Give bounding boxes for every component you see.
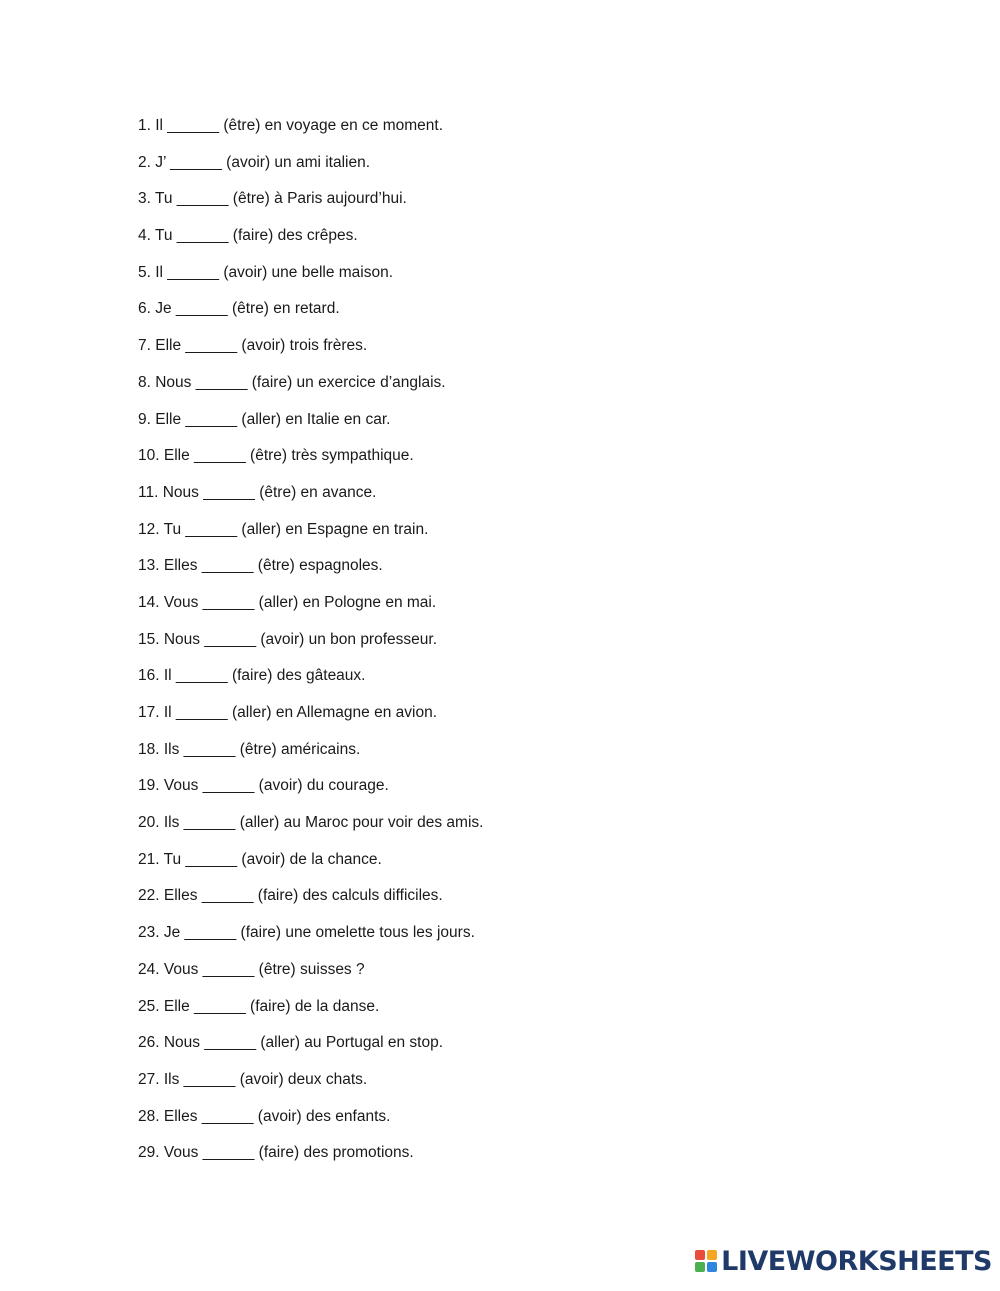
exercise-item-13: 13. Elles ______ (être) espagnoles.: [138, 557, 383, 575]
exercise-item-21: 21. Tu ______ (avoir) de la chance.: [138, 850, 382, 868]
exercise-item-15: 15. Nous ______ (avoir) un bon professeur.: [138, 630, 437, 648]
logo-text: LIVEWORKSHEETS: [721, 1245, 992, 1277]
exercise-item-20: 20. Ils ______ (aller) au Maroc pour voir des amis.: [138, 814, 484, 832]
exercise-item-29: 29. Vous ______ (faire) des promotions.: [138, 1144, 414, 1162]
exercise-item-3: 3. Tu ______ (être) à Paris aujourd’hui.: [138, 190, 407, 208]
logo-mark-square-3: [695, 1262, 705, 1272]
exercise-item-24: 24. Vous ______ (être) suisses ?: [138, 960, 365, 978]
exercise-item-25: 25. Elle ______ (faire) de la danse.: [138, 997, 380, 1015]
exercise-item-19: 19. Vous ______ (avoir) du courage.: [138, 777, 389, 795]
logo-mark-square-4: [707, 1262, 717, 1272]
exercise-item-9: 9. Elle ______ (aller) en Italie en car.: [138, 410, 391, 428]
exercise-item-14: 14. Vous ______ (aller) en Pologne en mai.: [138, 593, 437, 611]
exercise-item-23: 23. Je ______ (faire) une omelette tous les jours.: [138, 924, 475, 942]
logo-mark-square-1: [695, 1250, 705, 1260]
exercise-item-7: 7. Elle ______ (avoir) trois frères.: [138, 337, 368, 355]
exercise-item-17: 17. Il ______ (aller) en Allemagne en avion.: [138, 704, 438, 721]
exercise-item-6: 6. Je ______ (être) en retard.: [138, 300, 340, 318]
exercise-item-18: 18. Ils ______ (être) américains.: [138, 740, 361, 758]
exercise-item-8: 8. Nous ______ (faire) un exercice d’anglais.: [138, 373, 446, 391]
logo-mark-icon: [695, 1250, 717, 1272]
exercise-item-22: 22. Elles ______ (faire) des calculs difficiles.: [138, 887, 443, 905]
exercise-item-2: 2. J’ ______ (avoir) un ami italien.: [138, 153, 371, 171]
exercise-item-26: 26. Nous ______ (aller) au Portugal en stop.: [138, 1034, 444, 1052]
exercise-list: [138, 116, 483, 1180]
exercise-item-11: 11. Nous ______ (être) en avance.: [138, 483, 377, 501]
exercise-item-1: 1. Il ______ (être) en voyage en ce moment.: [138, 117, 444, 134]
exercise-item-10: 10. Elle ______ (être) très sympathique.: [138, 447, 414, 465]
exercise-item-12: 12. Tu ______ (aller) en Espagne en train.: [138, 520, 429, 538]
exercise-item-16: 16. Il ______ (faire) des gâteaux.: [138, 667, 366, 685]
exercise-item-4: 4. Tu ______ (faire) des crêpes.: [138, 227, 358, 245]
exercise-item-5: 5. Il ______ (avoir) une belle maison.: [138, 263, 394, 281]
exercise-item-27: 27. Ils ______ (avoir) deux chats.: [138, 1070, 368, 1088]
liveworksheets-logo: [695, 1245, 992, 1277]
exercise-item-28: 28. Elles ______ (avoir) des enfants.: [138, 1107, 391, 1125]
logo-mark-square-2: [707, 1250, 717, 1260]
